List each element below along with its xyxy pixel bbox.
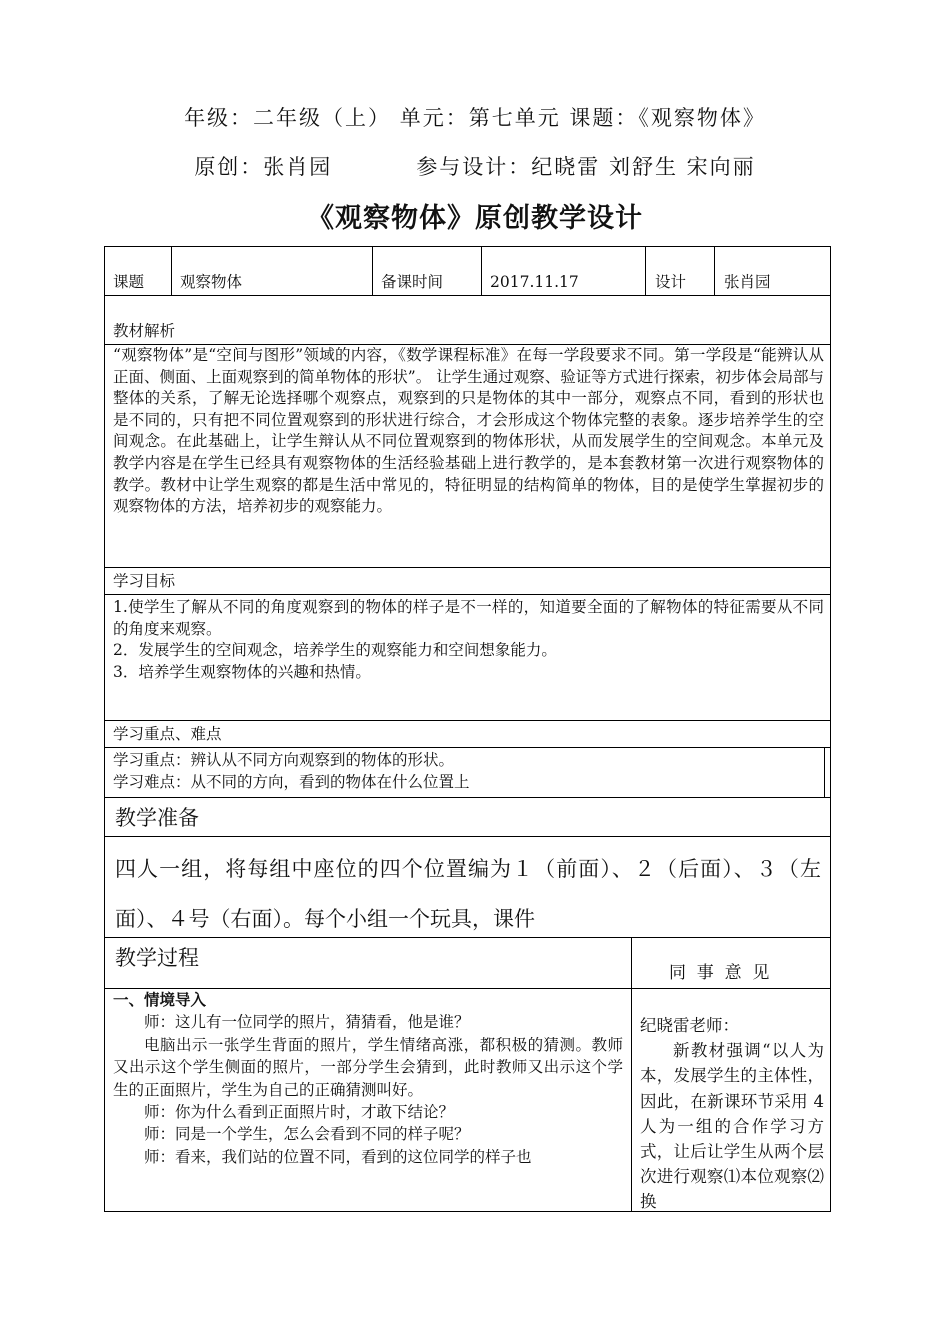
section-title: 一、情境导入	[113, 990, 207, 1009]
process-body	[104, 988, 831, 1212]
keypoints-heading: 学习重点、难点	[113, 725, 222, 743]
prep-section	[104, 797, 831, 938]
goal-item: 1.使学生了解从不同的角度观察到的物体的样子是不一样的，知道要全面的了解物体的特征需要从不同的角度来观察。	[113, 598, 824, 638]
goals-section	[104, 567, 831, 721]
topic-label: 课题	[113, 273, 145, 291]
process-paragraph: 师：这儿有一位同学的照片，猜猜看，他是谁？	[144, 1013, 470, 1032]
time-value: 2017.11.17	[490, 273, 579, 291]
process-paragraph: 师：同是一个学生，怎么会看到不同的样子呢？	[144, 1125, 470, 1144]
goal-item: 3．培养学生观察物体的兴趣和热情。	[113, 662, 371, 681]
co-designers: 参与设计：纪晓雷 刘舒生 宋向丽	[416, 155, 756, 179]
process-paragraph: 师：看来，我们站的位置不同，看到的这位同学的样子也	[144, 1147, 532, 1166]
prep-heading: 教学准备	[115, 806, 199, 830]
original-author: 原创：张肖园	[194, 155, 333, 179]
colleague-comment: 新教材强调“以人为本，发展学生的主体性，因此，在新课环节采用 4 人为一组的合作学习方式，让后让学生从两个层次进行观察⑴本位观察⑵换	[640, 1041, 824, 1212]
time-label: 备课时间	[381, 273, 444, 291]
goal-item: 2．发展学生的空间观念，培养学生的观察能力和空间想象能力。	[113, 641, 557, 660]
colleague-heading: 同 事 意 见	[669, 963, 770, 983]
keypoints-body	[113, 750, 818, 793]
topic-value: 观察物体	[180, 273, 243, 291]
header-line-authors	[0, 151, 950, 181]
analysis-section	[104, 295, 831, 568]
process-header	[104, 937, 831, 989]
goals-list	[113, 597, 824, 683]
difficult-point: 学习难点：从不同的方向，看到的物体在什么位置上	[113, 772, 470, 791]
process-paragraph: 师：你为什么看到正面照片时，才敢下结论？	[144, 1103, 455, 1122]
colleague-name: 纪晓雷老师：	[640, 1016, 739, 1035]
process-heading: 教学过程	[115, 946, 199, 970]
design-label: 设计	[655, 273, 687, 291]
header-line-grade: 年级：二年级（上） 单元：第七单元 课题：《观察物体》	[184, 106, 766, 130]
keypoints-section	[104, 720, 831, 798]
info-row	[104, 246, 831, 296]
key-point: 学习重点：辨认从不同方向观察到的物体的形状。	[113, 751, 455, 769]
goals-heading: 学习目标	[113, 572, 176, 590]
analysis-heading: 教材解析	[113, 322, 176, 340]
analysis-body: “观察物体”是“空间与图形”领域的内容，《数学课程标准》在每一学段要求不同。第一学段是“能辨认从正面、侧面、上面观察到的简单物体的形状”。 让学生通过观察、验证等方式进行探索，初步体会局部与整体的关系，了解无论选择哪个观察点，观察到的只是物体的其中一部分，观察点不同，看到的形状也是不同的，只有把不同位置观察到的形状进行综合，才会形成这个物体完整的表象。逐步培养学生的空间观念。在此基础上，让学生辩认从不同位置观察到的物体形状，从而发展学生的空间观念。本单元及教学内容是在学生已经具有观察物体的生活经验基础上进行教学的，是本套教材第一次进行观察物体的教学。教材中让学生观察的都是生活中常见的，特征明显的结构简单的物体，目的是使学生掌握初步的观察物体的方法，培养初步的观察能力。	[113, 346, 824, 516]
design-value: 张肖园	[724, 273, 771, 291]
document-title: 《观察物体》原创教学设计	[307, 203, 643, 234]
process-paragraph: 电脑出示一张学生背面的照片，学生情绪高涨，都积极的猜测。教师又出示这个学生侧面的照片，一部分学生会猜到，此时教师又出示这个学生的正面照片，学生为自己的正确猜测叫好。	[113, 1035, 623, 1099]
process-lesson	[113, 989, 623, 1168]
colleague-opinion	[640, 1013, 824, 1215]
prep-body: 四人一组，将每组中座位的四个位置编为１（前面）、２（后面）、３（左面）、４号（右面）。每个小组一个玩具，课件	[115, 857, 821, 931]
